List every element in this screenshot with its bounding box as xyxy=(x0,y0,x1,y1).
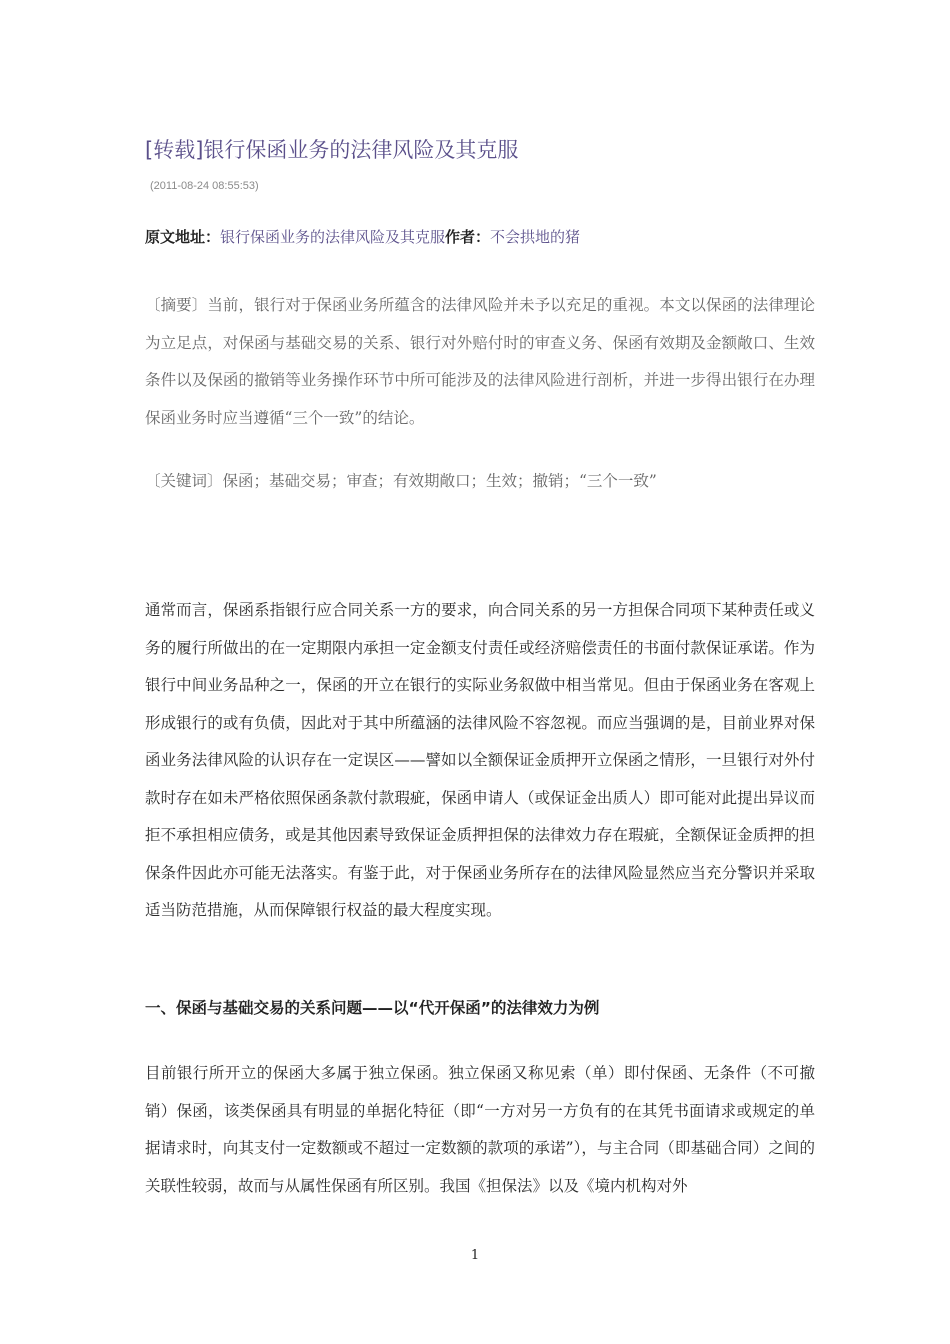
intro-paragraph: 通常而言，保函系指银行应合同关系一方的要求，向合同关系的另一方担保合同项下某种责任或义务的履行所做出的在一定期限内承担一定金额支付责任或经济赔偿责任的书面付款保证承诺。作为银行中间业务品种之一，保函的开立在银行的实际业务叙做中相当常见。但由于保函业务在客观上形成银行的或有负债，因此对于其中所蕴涵的法律风险不容忽视。而应当强调的是，目前业界对保函业务法律风险的认识存在一定误区——譬如以全额保证金质押开立保函之情形，一旦银行对外付款时存在如未严格依照保函条款付款瑕疵，保函申请人（或保证金出质人）即可能对此提出异议而拒不承担相应债务，或是其他因素导致保证金质押担保的法律效力存在瑕疵，全额保证金质押的担保条件因此亦可能无法落实。有鉴于此，对于保函业务所存在的法律风险显然应当充分警识并采取适当防范措施，从而保障银行权益的最大程度实现。 xyxy=(145,601,815,919)
article-date: (2011-08-24 08:55:53) xyxy=(150,180,259,192)
source-line xyxy=(145,226,580,247)
keywords-paragraph: 〔关键词〕保函；基础交易；审查；有效期敞口；生效；撤销；“三个一致” xyxy=(145,472,657,490)
page-number: 1 xyxy=(470,1248,480,1263)
author-link[interactable]: 不会拱地的猪 xyxy=(490,228,581,246)
author-label: 作者： xyxy=(445,228,491,246)
abstract-paragraph: 〔摘要〕当前，银行对于保函业务所蕴含的法律风险并未予以充足的重视。本文以保函的法律理论为立足点，对保函与基础交易的关系、银行对外赔付时的审查义务、保函有效期及金额敞口、生效条件以及保函的撤销等业务操作环节中所可能涉及的法律风险进行剖析，并进一步得出银行在办理保函业务时应当遵循“三个一致”的结论。 xyxy=(145,296,815,427)
section-body-paragraph: 目前银行所开立的保函大多属于独立保函。独立保函又称见索（单）即付保函、无条件（不可撤销）保函，该类保函具有明显的单据化特征（即“一方对另一方负有的在其凭书面请求或规定的单据请求时，向其支付一定数额或不超过一定数额的款项的承诺”），与主合同（即基础合同）之间的关联性较弱，故而与从属性保函有所区别。我国《担保法》以及《境内机构对外 xyxy=(145,1064,815,1195)
section-heading: 一、保函与基础交易的关系问题——以“代开保函”的法律效力为例 xyxy=(145,999,600,1017)
source-label: 原文地址： xyxy=(145,228,221,246)
article-title: [转载]银行保函业务的法律风险及其克服 xyxy=(145,138,519,162)
source-link[interactable]: 银行保函业务的法律风险及其克服 xyxy=(220,228,446,246)
